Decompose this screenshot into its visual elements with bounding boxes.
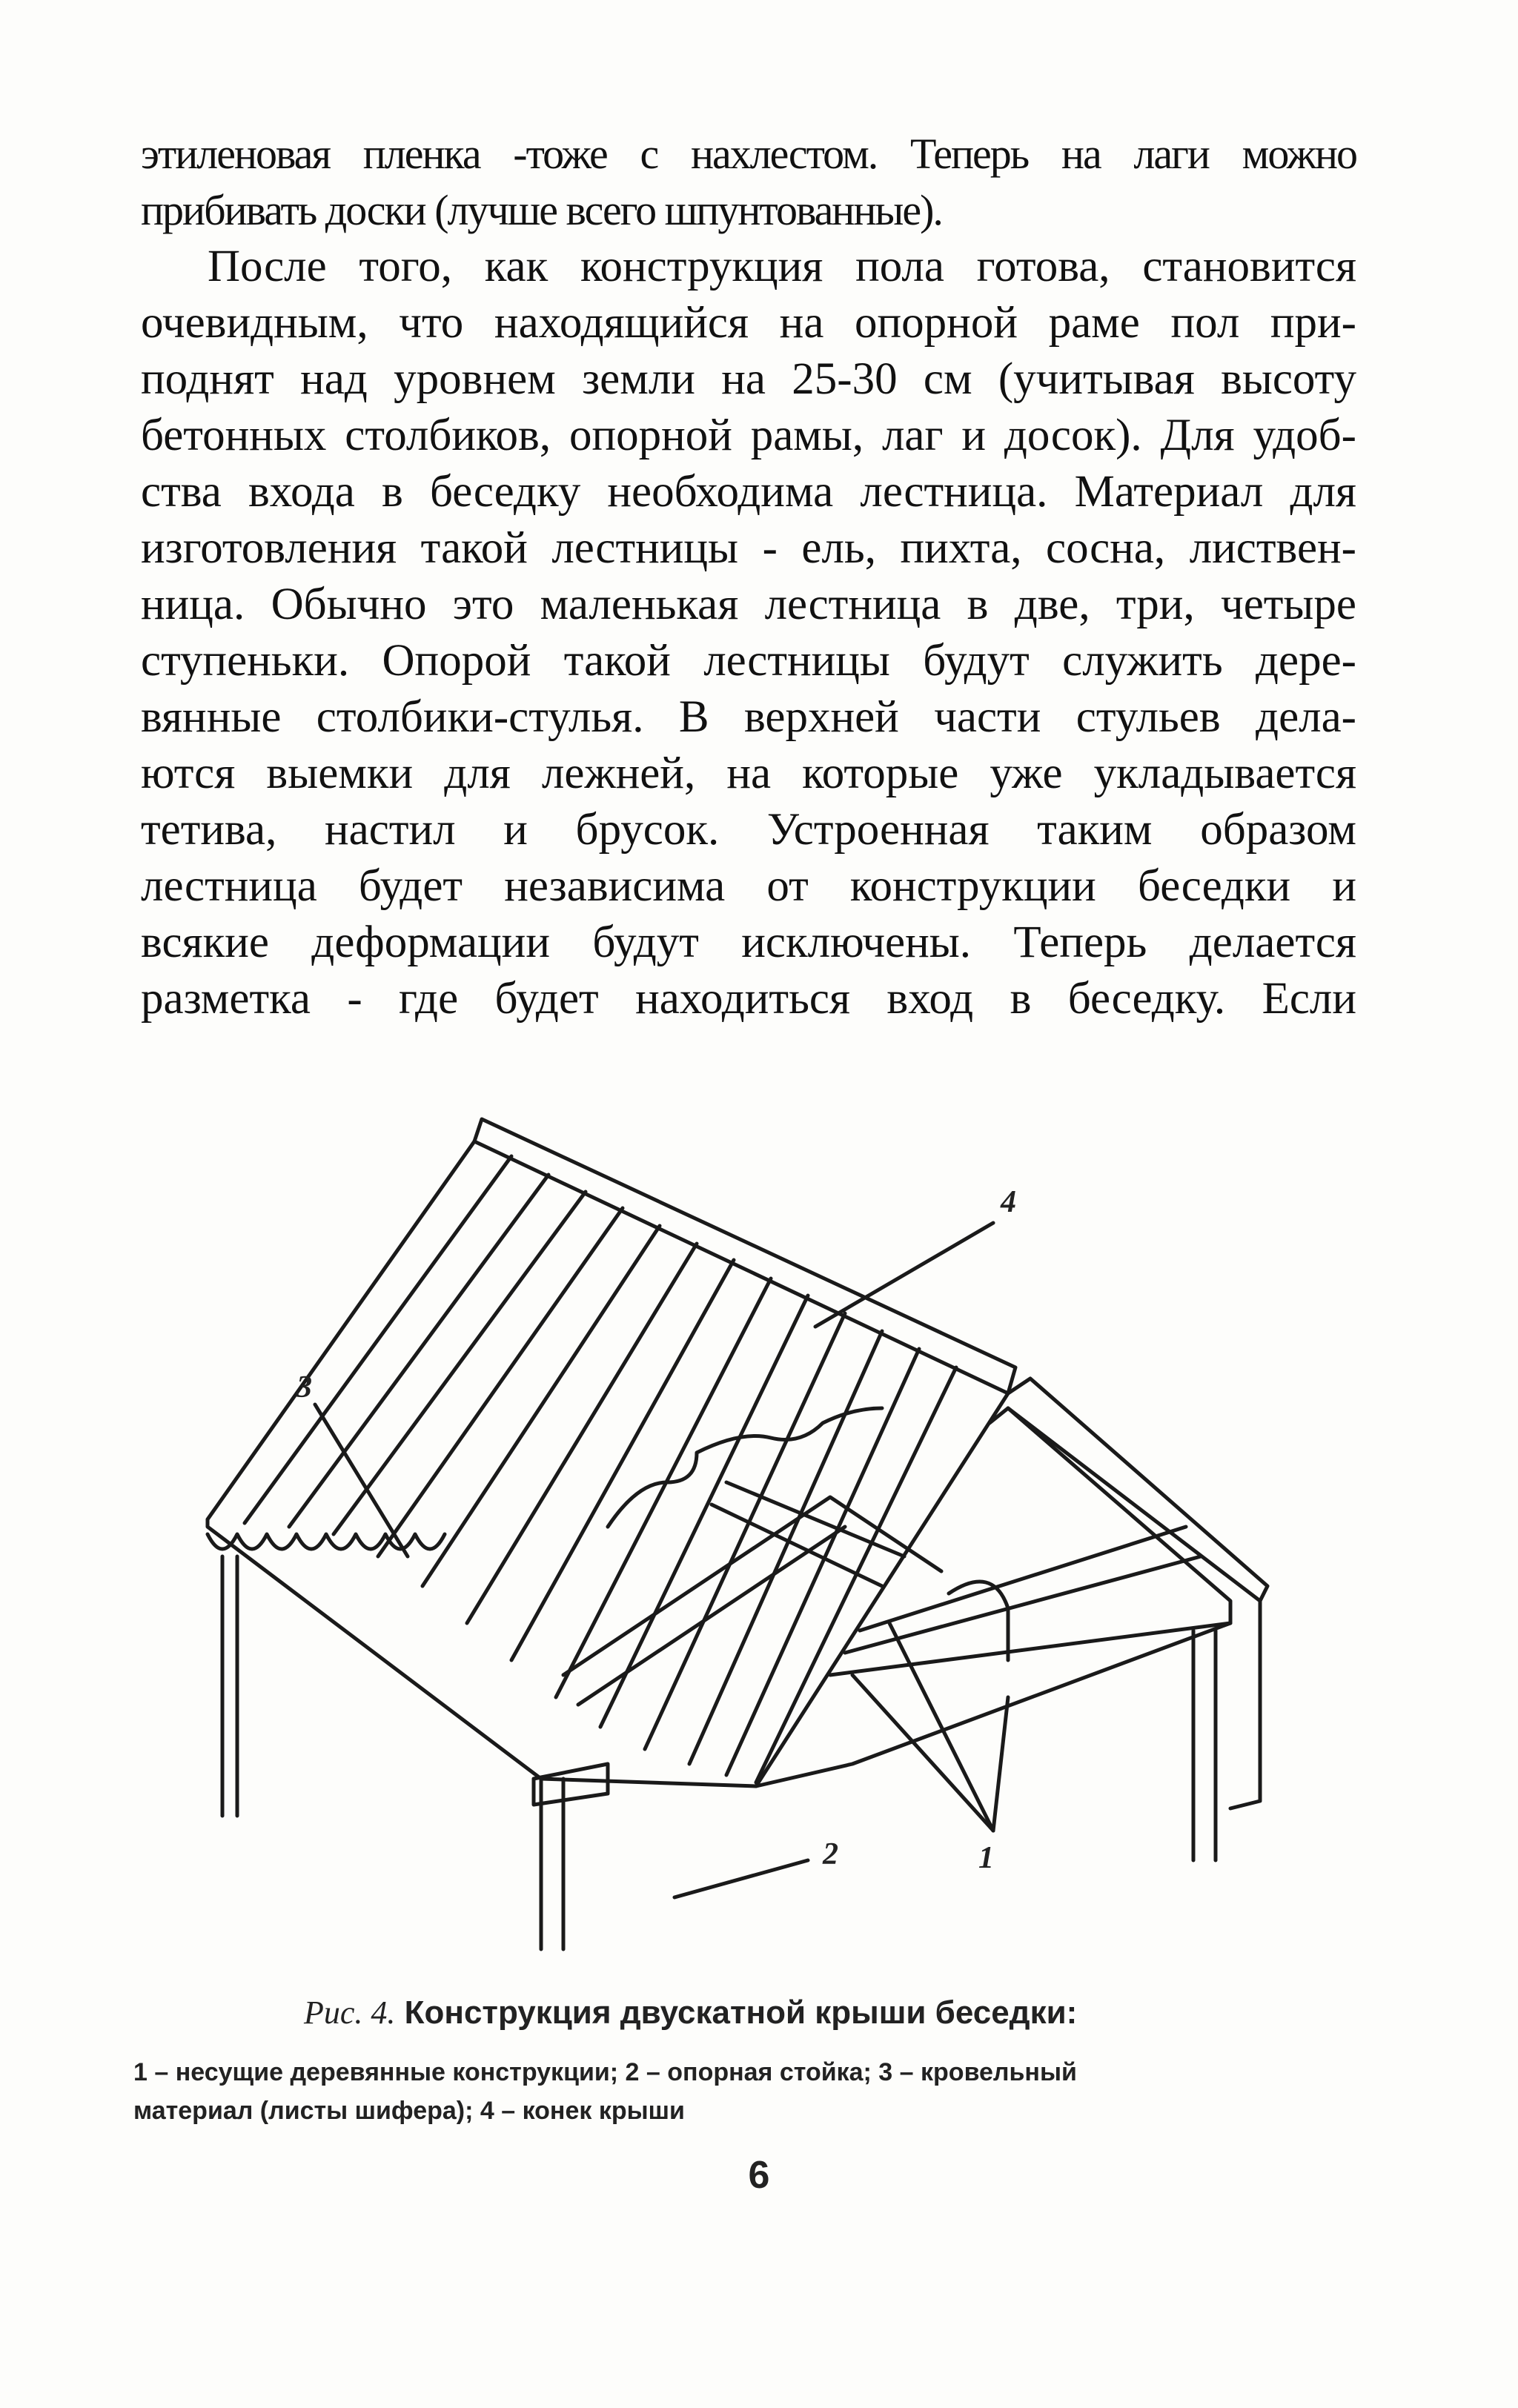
text-line: После того, как конструкция пола готова, становится	[208, 242, 1356, 291]
text-line: вянные столбики-стулья. В верхней части стульев дела-	[141, 692, 1356, 742]
figure-label: 3	[296, 1370, 312, 1404]
text-line: очевидным, что находящийся на опорной раме пол при-	[141, 298, 1356, 348]
page-number: 6	[748, 2154, 770, 2197]
body-text	[141, 126, 1356, 1027]
text-line: изготовления такой лестницы - ель, пихта, сосна, листвен-	[141, 523, 1356, 573]
gable-side	[1230, 1601, 1260, 1808]
roof-slope-outline	[208, 1141, 1008, 1786]
right-post	[1193, 1631, 1216, 1860]
corrugated-edge	[208, 1534, 445, 1549]
figure-legend	[133, 2053, 1364, 2130]
text-line: поднят над уровнем земли на 25-30 см (учитывая высоту	[141, 354, 1356, 404]
roof-illustration	[193, 1112, 1349, 1971]
text-line: ства входа в беседку необходима лестница. Материал для	[141, 467, 1356, 517]
gable-inner	[756, 1408, 1230, 1786]
figure-label: 1	[978, 1841, 994, 1875]
text-line: ступеньки. Опорой такой лестницы будут служить дере-	[141, 636, 1356, 686]
figure-title: Конструкция двускатной крыши беседки:	[404, 1994, 1078, 2031]
legend-line: 1 – несущие деревянные конструкции; 2 – опорная стойка; 3 – кровельный	[133, 2058, 1077, 2086]
figure-label: 4	[1001, 1185, 1016, 1219]
figure-caption	[304, 1994, 1267, 2031]
text-line: лестница будет независима от конструкции беседки и	[141, 861, 1356, 911]
figure-reference: Рис. 4.	[304, 1994, 396, 2031]
text-line: этиленовая пленка -тоже с нахлестом. Теперь на лаги можно	[141, 130, 1356, 178]
text-line: разметка - где будет находиться вход в беседку. Если	[141, 974, 1356, 1024]
text-line: ются выемки для лежней, на которые уже укладывается	[141, 749, 1356, 798]
gable-outline	[1008, 1379, 1267, 1601]
left-post	[222, 1556, 237, 1816]
text-line: прибивать доски (лучше всего шпунтованные).	[141, 186, 942, 234]
text-line: тетива, настил и брусок. Устроенная таким образом	[141, 805, 1356, 855]
text-line: бетонных столбиков, опорной рамы, лаг и досок). Для удоб-	[141, 411, 1356, 460]
text-line: всякие деформации будут исключены. Теперь делается	[141, 918, 1356, 967]
legend-line: материал (листы шифера); 4 – конек крыши	[133, 2097, 685, 2125]
figure-label: 2	[823, 1837, 838, 1871]
text-line: ница. Обычно это маленькая лестница в две, три, четыре	[141, 580, 1356, 629]
